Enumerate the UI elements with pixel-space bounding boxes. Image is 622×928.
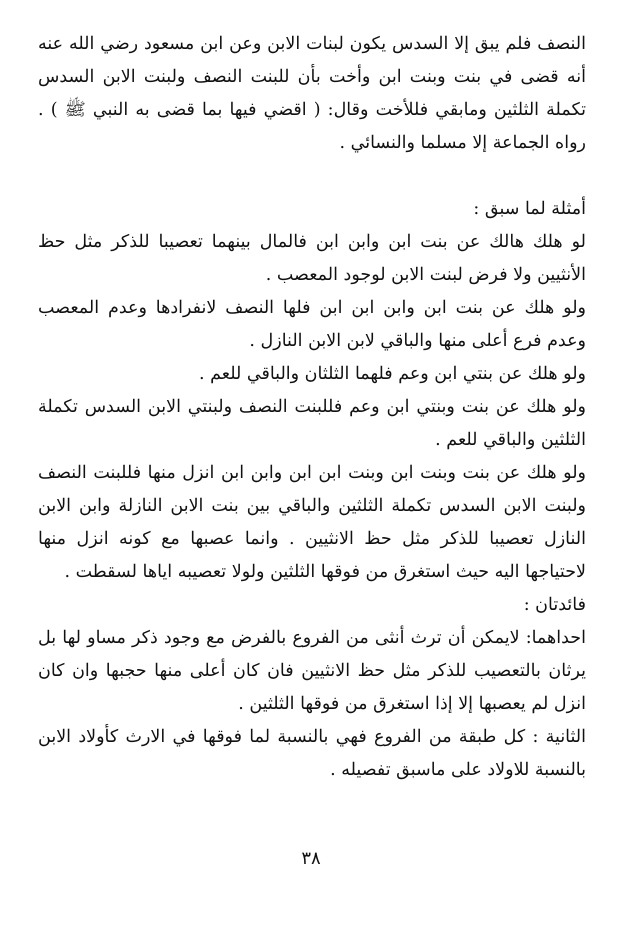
page-number: ٣٨ bbox=[301, 848, 321, 869]
paragraph-example-5: ولو هلك عن بنت وبنت ابن وبنت ابن ابن وابن ابن انزل منها فللبنت النصف ولبنت الابن السدس تكملة الثلثين والباقي بين بنت الابن النازلة وابن الابن النازل تعصيبا للذكر مثل حظ الانثيين . وانما عصبها مع كونه انزل منها لاحتياجها اليه حيث استغرق من فوقها الثلثين ولولا تعصيبه اياها لسقطت . bbox=[38, 463, 586, 582]
paragraph-spacer bbox=[38, 160, 586, 193]
heading-two-benefits: فائدتان : bbox=[523, 595, 586, 615]
paragraph-benefit-1: احداهما: لايمكن أن ترث أنثى من الفروع بالفرض مع وجود ذكر مساو لها بل يرثان بالتعصيب للذكر مثل حظ الانثيين فان كان أعلى منها حجبها وان كان انزل لم يعصبها إلا إذا استغرق من فوقها الثلثين . bbox=[38, 628, 586, 714]
paragraph-hadith: النصف فلم يبق إلا السدس يكون لبنات الابن وعن ابن مسعود رضي الله عنه أنه قضى في بنت وبنت ابن وأخت بأن للبنت النصف ولبنت الابن السدس تكملة الثلثين ومابقي فللأخت وقال: ( اقضي فيها بما قضى به النبي ﷺ ) . رواه الجماعة إلا مسلما والنسائي . bbox=[38, 34, 586, 153]
paragraph-example-3: ولو هلك عن بنتي ابن وعم فلهما الثلثان والباقي للعم . bbox=[199, 364, 586, 384]
heading-examples: أمثلة لما سبق : bbox=[473, 199, 586, 219]
paragraph-benefit-2: الثانية : كل طبقة من الفروع فهي بالنسبة لما فوقها في الارث كأولاد الابن بالنسبة للاولاد على ماسبق تفصيله . bbox=[38, 727, 586, 780]
paragraph-example-2: ولو هلك عن بنت ابن وابن ابن ابن فلها النصف لانفرادها وعدم المعصب وعدم فرع أعلى منها والباقي لابن الابن النازل . bbox=[38, 298, 586, 351]
paragraph-example-1: لو هلك هالك عن بنت ابن وابن ابن فالمال بينهما تعصيبا للذكر مثل حظ الأنثيين ولا فرض لبنت الابن لوجود المعصب . bbox=[38, 232, 586, 285]
text-body bbox=[38, 28, 586, 787]
paragraph-example-4: ولو هلك عن بنت وبنتي ابن وعم فللبنت النصف ولبنتي الابن السدس تكملة الثلثين والباقي للعم . bbox=[38, 397, 586, 450]
